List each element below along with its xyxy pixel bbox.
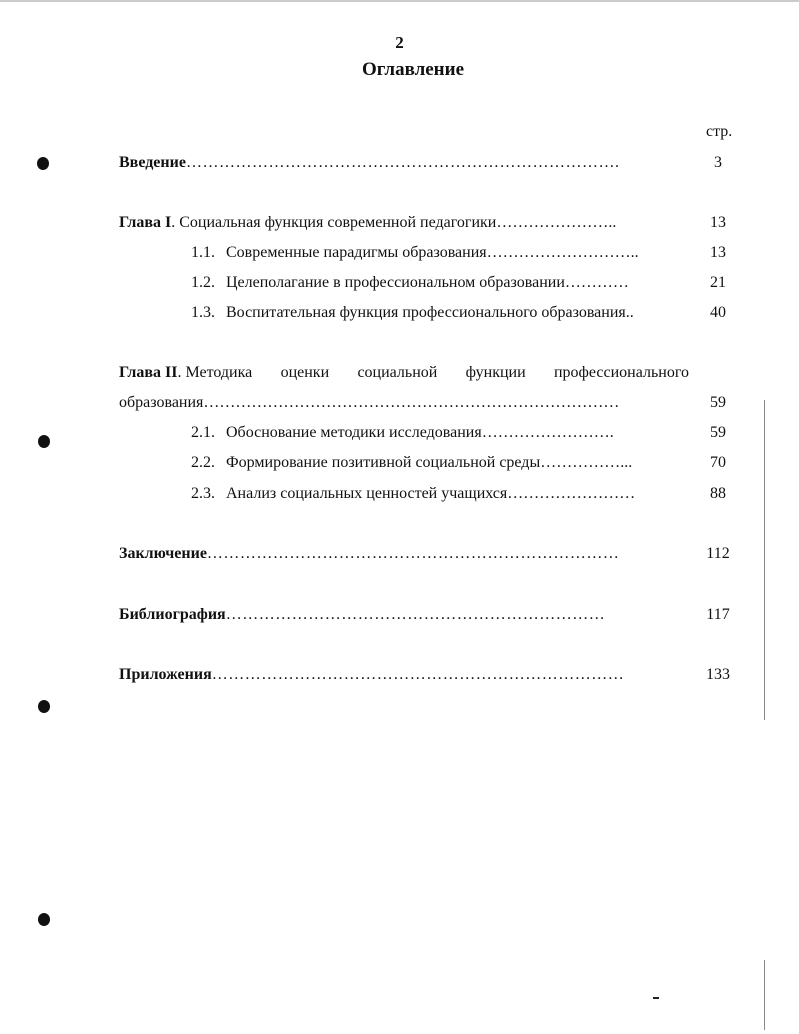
toc-entry-section-2-2 <box>191 452 691 474</box>
toc-entry-chapter-2-line-2 <box>119 392 689 414</box>
toc-title: Оглавление <box>361 59 465 80</box>
toc-entry-appendix <box>119 664 689 686</box>
toc-page-number: 3 <box>714 154 722 171</box>
toc-entry-label: Введение <box>119 154 186 171</box>
scan-top-edge <box>0 0 799 2</box>
toc-entry-chapter-2-line-1 <box>119 362 689 384</box>
scan-edge-line <box>764 960 765 1030</box>
chapter-prefix: Глава II <box>119 364 178 381</box>
pages-column-header: стр. <box>706 123 733 140</box>
section-number: 2.1. <box>191 424 215 441</box>
page-number: 2 <box>395 33 404 52</box>
punch-hole-mark <box>38 700 50 713</box>
toc-page-number: 13 <box>710 244 726 261</box>
toc-page-number: 112 <box>706 545 730 562</box>
section-number: 2.3. <box>191 485 215 502</box>
toc-entry-section-1-1 <box>191 242 691 264</box>
toc-entry-section-2-1 <box>191 422 691 444</box>
section-number: 2.2. <box>191 454 215 471</box>
toc-page-number: 70 <box>710 454 726 471</box>
toc-entry-section-2-3 <box>191 483 691 505</box>
section-title: Формирование позитивной социальной среды……………... <box>226 454 633 471</box>
section-number: 1.2. <box>191 274 215 291</box>
section-title: Целеполагание в профессиональном образовании………… <box>226 274 629 291</box>
toc-page-number: 40 <box>710 304 726 321</box>
toc-page-number: 117 <box>706 606 730 623</box>
toc-leader-dots: ………………………………………………………………… <box>206 545 620 562</box>
scan-edge-line <box>764 400 765 720</box>
chapter-word: профессионального <box>553 364 689 381</box>
section-title: Обоснование методики исследования……………………. <box>226 424 614 441</box>
chapter-title-part <box>119 362 252 384</box>
section-title: Анализ социальных ценностей учащихся…………………… <box>226 485 636 502</box>
toc-entry-label: Заключение <box>119 545 207 562</box>
toc-page-number: 133 <box>706 666 730 683</box>
section-title: Современные парадигмы образования……………………….. <box>226 244 639 261</box>
scan-speck <box>653 997 659 999</box>
toc-entry-conclusion <box>119 543 689 565</box>
toc-page-number: 13 <box>710 214 726 231</box>
section-title: Воспитательная функция профессионального образования.. <box>226 304 634 321</box>
punch-hole-mark <box>37 157 49 170</box>
toc-entry-label: Библиография <box>119 606 226 623</box>
toc-leader-dots: ……………………………………………………………………. <box>185 154 620 171</box>
chapter-word: социальной <box>357 364 438 381</box>
toc-leader-dots: …………………………………………………………… <box>225 606 606 623</box>
chapter-prefix: Глава I <box>119 214 172 231</box>
section-number: 1.1. <box>191 244 215 261</box>
toc-page-number: 21 <box>710 274 726 291</box>
toc-entry-intro <box>119 152 689 174</box>
chapter-word: оценки <box>280 364 330 381</box>
punch-hole-mark <box>38 913 50 926</box>
chapter-word: . Методика <box>177 364 253 381</box>
chapter-title-continued: образования…………………………………………………………………… <box>119 394 620 411</box>
toc-entry-section-1-2 <box>191 272 691 294</box>
punch-hole-mark <box>38 435 50 448</box>
toc-entry-chapter-1 <box>119 212 689 234</box>
chapter-word: функции <box>465 364 526 381</box>
toc-leader-dots: ………………………………………………………………… <box>211 666 625 683</box>
toc-entry-section-1-3 <box>191 302 691 324</box>
toc-entry-bibliography <box>119 604 689 626</box>
chapter-title: . Социальная функция современной педагогики………………….. <box>171 214 617 231</box>
toc-page-number: 59 <box>710 424 726 441</box>
toc-page-number: 88 <box>710 485 726 502</box>
toc-entry-label: Приложения <box>119 666 212 683</box>
section-number: 1.3. <box>191 304 215 321</box>
toc-page-number: 59 <box>710 394 726 411</box>
